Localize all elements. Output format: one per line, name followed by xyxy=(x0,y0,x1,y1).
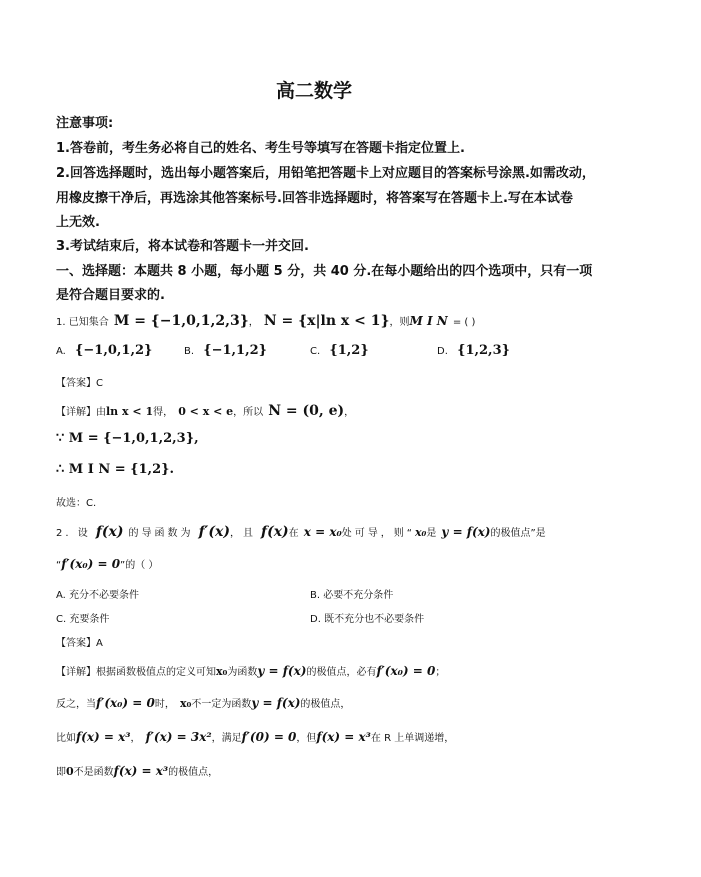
q2-detail-line-4 xyxy=(56,760,218,779)
q2-text: “ xyxy=(56,560,62,571)
option-value: {−1,1,2} xyxy=(203,343,268,358)
q1-option-c xyxy=(310,343,369,358)
option-value: {1,2,3} xyxy=(457,343,510,358)
q2-expr: f(x) xyxy=(95,524,124,540)
q2-text: 的极值点， xyxy=(168,767,219,778)
q2-text: 在 xyxy=(288,528,299,539)
q1-detail-expr-1: ln x < 1 xyxy=(106,405,154,418)
option-letter: D. xyxy=(310,614,321,625)
q1-set-n: N = {x|ln x < 1} xyxy=(263,313,390,329)
q2-text: 的极值点，必有 xyxy=(306,667,377,678)
q1-because: ∵ M = {−1,0,1,2,3}, xyxy=(56,431,199,446)
q2-text: 时， xyxy=(154,699,175,710)
q2-option-c xyxy=(56,610,109,625)
option-value: 既不充分也不必要条件 xyxy=(324,614,425,625)
q1-detail-expr-3: N = (0, e) xyxy=(268,403,345,419)
q2-text: 为函数 xyxy=(227,667,258,678)
option-value: {1,2} xyxy=(329,343,369,358)
q2-expr: f′(x) xyxy=(198,524,230,540)
q2-text: 不是函数 xyxy=(73,767,114,778)
q2-text: ，满足 xyxy=(211,733,242,744)
q2-expr: f(x) = x³ xyxy=(316,730,371,744)
notice-item-2-line-3: 上无效. xyxy=(56,215,100,230)
q1-option-a xyxy=(56,343,152,358)
q2-text: ； xyxy=(435,667,446,678)
q2-option-a xyxy=(56,586,139,601)
option-letter: C. xyxy=(310,346,321,357)
q2-text: ， xyxy=(130,733,141,744)
q2-text: ，且 xyxy=(229,528,256,539)
q2-text: 处可导，则“ xyxy=(341,528,415,539)
option-value: 必要不充分条件 xyxy=(323,590,394,601)
q2-detail-line-3 xyxy=(56,726,454,745)
q1-detail xyxy=(56,400,354,419)
notice-item-2-line-2: 用橡皮擦干净后，再选涂其他答案标号.回答非选择题时，将答案写在答题卡上.写在本试卷 xyxy=(56,191,573,206)
q2-text: 的极值点， xyxy=(300,699,351,710)
q1-detail-expr-2: 0 < x < e xyxy=(178,405,234,418)
q2-expr: 0 xyxy=(66,765,74,778)
q1-detail-mid-2: ，所以 xyxy=(233,407,264,418)
q1-answer: 【答案】C xyxy=(56,378,103,389)
notice-item-1: 1.答卷前，考生务必将自己的姓名、考生号等填写在答题卡指定位置上. xyxy=(56,141,465,156)
q2-expr: f′(x₀) = 0 xyxy=(61,557,121,571)
q1-detail-pre: 【详解】由 xyxy=(56,407,106,418)
q2-expr: x = x₀ xyxy=(303,525,342,539)
question-2-line-2 xyxy=(56,553,158,572)
q2-detail-line-1 xyxy=(56,660,445,679)
page-title: 高二数学 xyxy=(276,80,353,102)
question-1 xyxy=(56,310,475,329)
option-value: 充分不必要条件 xyxy=(69,590,140,601)
q2-expr: f′(x₀) = 0 xyxy=(376,664,436,678)
q1-sep: ， xyxy=(248,317,259,328)
q1-detail-mid: 得， xyxy=(153,407,174,418)
q2-text: 不一定为函数 xyxy=(191,699,252,710)
q2-expr: f′(0) = 0 xyxy=(241,730,297,744)
q2-text: 的导函数为 xyxy=(128,528,194,539)
q2-option-b xyxy=(310,586,393,601)
q2-text: 是 xyxy=(426,528,437,539)
q2-expr: x₀ xyxy=(179,697,192,710)
notice-heading: 注意事项: xyxy=(56,116,114,131)
option-value: 充要条件 xyxy=(69,614,110,625)
q2-expr: f(x) xyxy=(261,524,289,540)
q2-expr: y = f(x) xyxy=(251,696,301,710)
q2-expr: f(x) = x³ xyxy=(113,764,169,778)
option-letter: D. xyxy=(437,346,448,357)
q1-prefix: 1. 已知集合 xyxy=(56,317,109,328)
option-letter: B. xyxy=(310,590,321,601)
q1-detail-end: ， xyxy=(344,407,355,418)
q2-text: ，但 xyxy=(296,733,317,744)
option-value: {−1,0,1,2} xyxy=(75,343,153,358)
q1-ask-expr: M I N xyxy=(409,314,448,328)
q1-ask-pre: ，则 xyxy=(389,317,410,328)
q2-text: ”的（ ） xyxy=(120,560,159,571)
q2-text: 反之，当 xyxy=(56,699,96,710)
q2-text: 2. 设 xyxy=(56,528,91,539)
q2-expr: y = f(x) xyxy=(441,525,491,539)
option-letter: C. xyxy=(56,614,67,625)
q1-option-d xyxy=(437,343,510,358)
q2-expr: x₀ xyxy=(414,526,427,539)
q2-text: 即 xyxy=(56,767,66,778)
q1-set-m: M = {−1,0,1,2,3} xyxy=(113,313,249,329)
q1-therefore: ∴ M I N = {1,2}. xyxy=(56,462,175,477)
q2-expr: x₀ xyxy=(216,665,228,678)
q2-detail-line-2 xyxy=(56,692,350,711)
q2-text: 比如 xyxy=(56,733,76,744)
q2-option-d xyxy=(310,610,424,625)
question-2-line-1 xyxy=(56,521,546,540)
q2-answer: 【答案】A xyxy=(56,638,103,649)
section-heading-line-2: 是符合题目要求的. xyxy=(56,288,165,303)
q1-option-b xyxy=(184,343,267,358)
q2-expr: y = f(x) xyxy=(257,664,307,678)
q2-text: 在 R 上单调递增， xyxy=(370,733,455,744)
section-heading-line-1: 一、选择题：本题共 8 小题，每小题 5 分，共 40 分.在每小题给出的四个选项中，只有一项 xyxy=(56,264,593,279)
option-letter: B. xyxy=(184,346,195,357)
notice-item-2-line-1: 2.回答选择题时，选出每小题答案后，用铅笔把答题卡上对应题目的答案标号涂黑.如需改动， xyxy=(56,166,595,181)
notice-item-3: 3.考试结束后，将本试卷和答题卡一并交回. xyxy=(56,239,309,254)
option-letter: A. xyxy=(56,346,66,357)
q1-conclusion: 故选：C. xyxy=(56,498,97,509)
q2-expr: f′(x₀) = 0 xyxy=(96,696,155,710)
q2-text: 的极值点”是 xyxy=(490,528,546,539)
option-letter: A. xyxy=(56,590,66,601)
q2-expr: f(x) = x³ xyxy=(76,730,131,744)
q2-expr: f′(x) = 3x² xyxy=(145,730,212,744)
q1-ask-post: = ( ) xyxy=(452,317,476,328)
q2-text: 【详解】根据函数极值点的定义可知 xyxy=(56,667,216,678)
